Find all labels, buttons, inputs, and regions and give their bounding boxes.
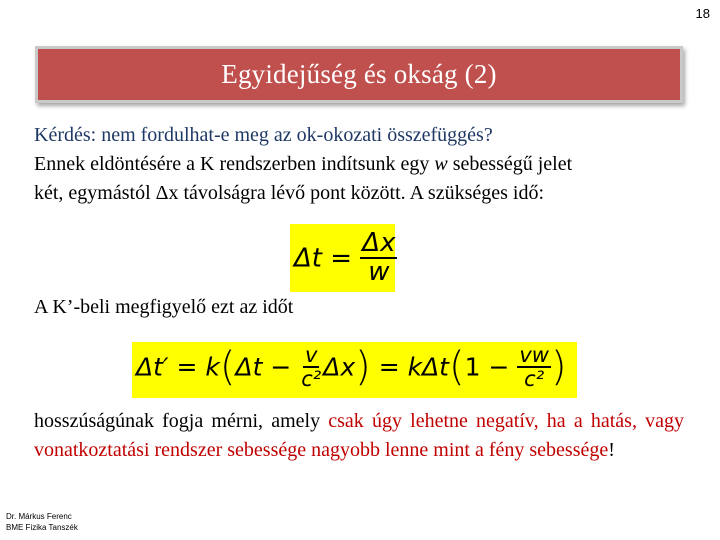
formula-delta-t [290,224,395,292]
formula2-frac1-den: c² [301,367,322,392]
formula-delta-t-prime [132,342,577,398]
question-line-2-post: sebességű jelet [447,153,573,175]
formula2-inner1-post: Δx [323,352,356,382]
formula2-lhs: Δt′ = k [136,352,220,382]
right-paren-1: ) [355,344,371,391]
signal-speed-variable: w [434,153,448,175]
formula2-frac2-num: vw [519,343,549,367]
formula2-frac2-den: c² [524,367,545,392]
right-paren-2: ) [550,344,567,391]
question-line-1: Kérdés: nem fordulhat-e meg az ok-okozati összefüggés? [34,124,493,146]
conclusion-text-1: hosszúságúnak fogja mérni, amely [34,410,329,432]
observer-text: A K’-beli megfigyelő ezt az időt [34,296,294,318]
formula1-denominator: w [368,257,390,288]
author-name: Dr. Márkus Ferenc [6,512,72,521]
formula2-mid: = kΔt [370,352,449,382]
author-department: BME Fizika Tanszék [6,523,78,532]
conclusion-paragraph [34,407,684,465]
formula2-inner1-pre: Δt − [235,352,300,382]
author-credit [6,511,78,533]
formula1-numerator: Δx [362,228,396,258]
conclusion-highlight: csak úgy lehetne negatív, ha a hatás, vagy vonatkoztatási rendszer sebessége nagyobb lenne mint a fény sebessége [34,410,685,461]
conclusion-text-2: ! [608,439,615,461]
left-paren-2: ( [448,344,465,391]
question-line-2-pre: Ennek eldöntésére a K rendszerben indítsunk egy [34,153,435,175]
left-paren-1: ( [219,344,236,391]
question-line-2 [34,150,684,179]
slide-title: Egyidejűség és okság (2) [221,59,497,89]
title-bar [35,46,683,103]
formula1-lhs: Δt = [294,243,361,274]
question-line-3: két, egymástól Δx távolságra lévő pont között. A szükséges idő: [34,182,544,204]
formula2-fraction-1 [299,344,323,390]
formula2-frac1-num: v [305,343,318,367]
page-number: 18 [695,6,710,21]
formula1-fraction [360,230,397,287]
formula2-inner2-pre: 1 − [464,352,518,382]
question-paragraph [34,121,684,208]
formula2-fraction-2 [517,344,551,390]
